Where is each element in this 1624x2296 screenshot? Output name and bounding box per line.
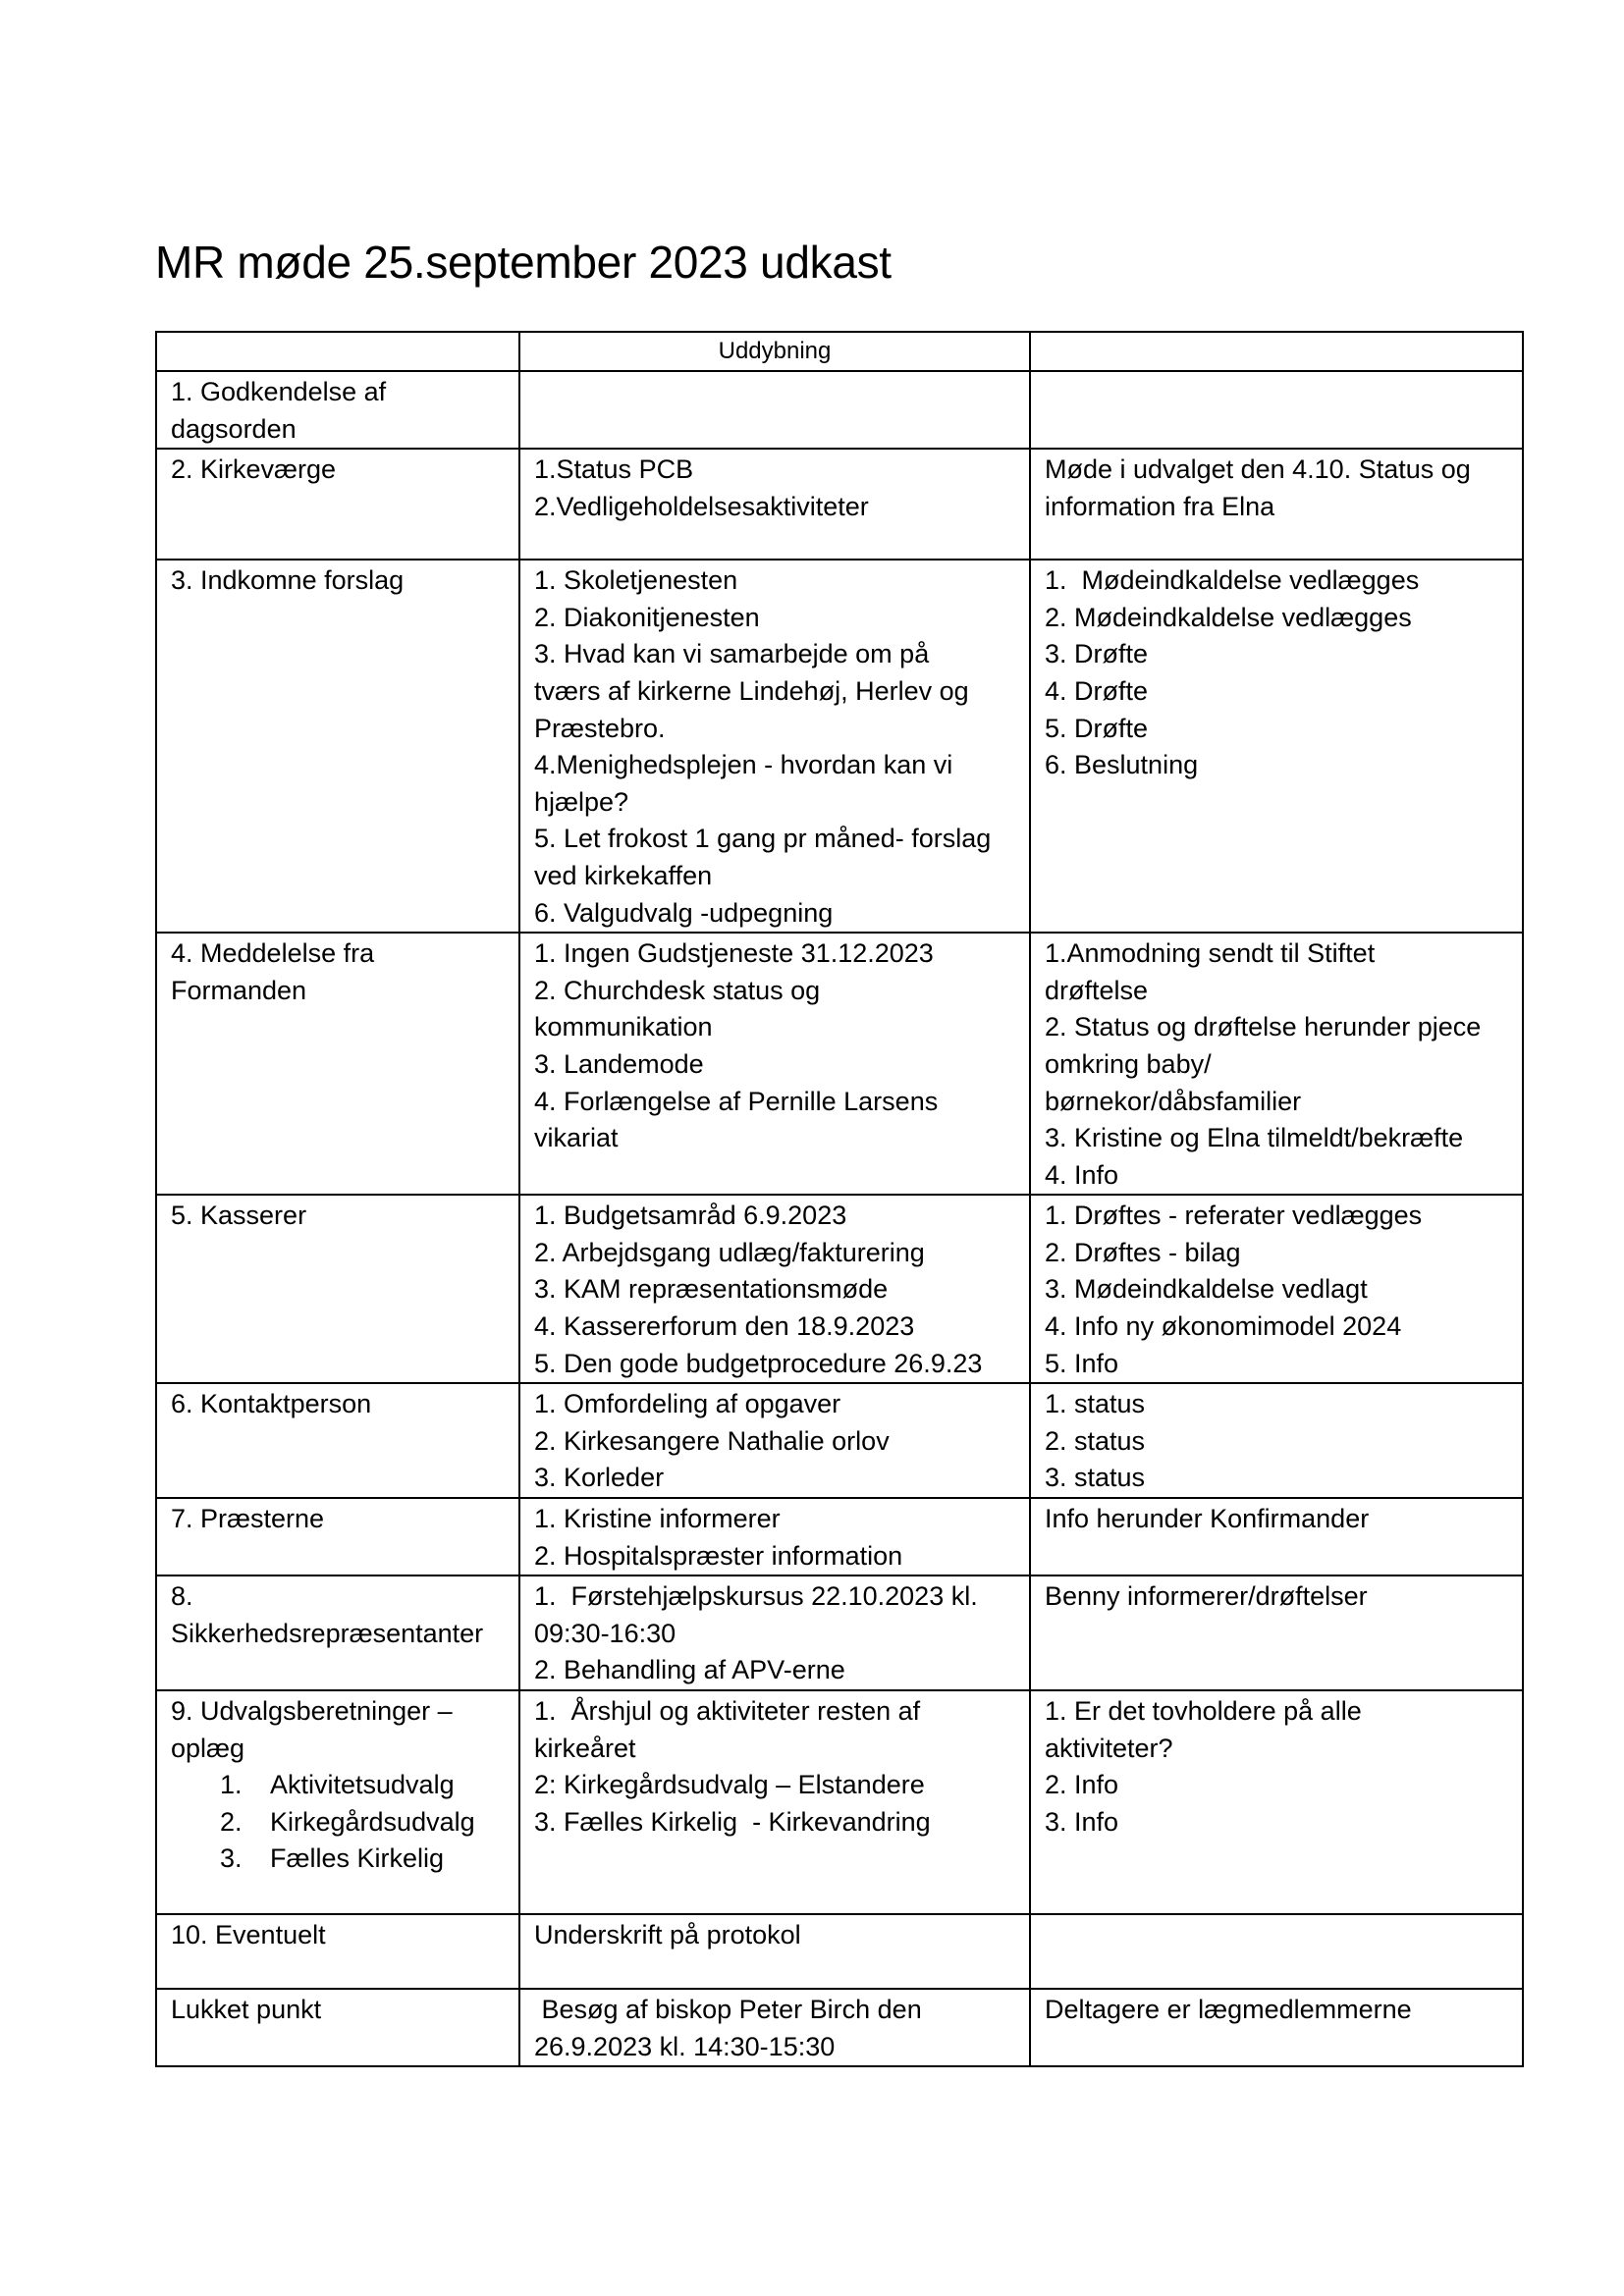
sub-list-text: Fælles Kirkelig — [270, 1843, 445, 1874]
document-title: MR møde 25.september 2023 udkast — [155, 237, 892, 288]
details-cell-line: 2. Behandling af APV-erne — [534, 1655, 845, 1685]
agenda-item-cell-line: dagsorden — [171, 413, 297, 444]
details-cell-line: 3. Korleder — [534, 1463, 665, 1493]
details-cell-line: Underskrift på protokol — [534, 1920, 801, 1949]
notes-cell-line: børnekor/dåbsfamilier — [1045, 1086, 1302, 1116]
sub-list-number: 3. — [220, 1843, 243, 1874]
notes-cell-line: 3. status — [1045, 1463, 1146, 1493]
agenda-item-cell-line: 3. Indkomne forslag — [171, 565, 405, 596]
details-cell-line: kirkeåret — [534, 1733, 636, 1763]
table-row — [156, 1914, 1523, 1989]
details-cell-line: 5. Den gode budgetprocedure 26.9.23 — [534, 1348, 983, 1378]
sub-list-item — [171, 1841, 505, 1878]
details-cell-line: 1. Årshjul og aktiviteter resten af — [534, 1696, 921, 1726]
notes-cell-line: information fra Elna — [1045, 491, 1275, 521]
details-cell — [519, 1914, 1030, 1989]
notes-cell — [1030, 1195, 1523, 1383]
notes-cell-line: aktiviteter? — [1045, 1733, 1173, 1763]
details-cell-line: vikariat — [534, 1123, 619, 1153]
details-cell — [519, 1989, 1030, 2066]
notes-cell — [1030, 1498, 1523, 1575]
details-cell-line: 3. Hvad kan vi samarbejde om på — [534, 639, 930, 669]
notes-cell-line: Møde i udvalget den 4.10. Status og — [1045, 454, 1471, 485]
details-cell-line: 2.Vedligeholdelsesaktiviteter — [534, 491, 869, 521]
agenda-table — [155, 331, 1524, 2067]
agenda-item-cell-line: 8. — [171, 1581, 193, 1612]
agenda-item-cell-line: 6. Kontaktperson — [171, 1389, 372, 1419]
sub-list-item — [171, 1804, 505, 1842]
sub-list-text: Aktivitetsudvalg — [270, 1770, 455, 1800]
sub-list-text: Kirkegårdsudvalg — [270, 1806, 475, 1837]
details-cell-line: 5. Let frokost 1 gang pr måned- forslag — [534, 824, 992, 854]
notes-cell-line: 5. Info — [1045, 1348, 1119, 1378]
agenda-item-cell-line: 4. Meddelelse fra — [171, 938, 375, 969]
notes-cell — [1030, 1575, 1523, 1690]
agenda-item-cell-line: 1. Godkendelse af — [171, 377, 387, 406]
details-cell-line: 2. Kirkesangere Nathalie orlov — [534, 1425, 890, 1456]
details-cell-line: kommunikation — [534, 1012, 713, 1042]
table-row — [156, 1989, 1523, 2066]
header-cell-uddybning: Uddybning — [519, 332, 1030, 371]
details-cell-line: 1. Omfordeling af opgaver — [534, 1389, 841, 1419]
notes-cell-line: 2. Status og drøftelse herunder pjece — [1045, 1012, 1482, 1042]
notes-cell-line: 1. Mødeindkaldelse vedlægges — [1045, 565, 1420, 596]
agenda-item-cell-line: 7. Præsterne — [171, 1504, 325, 1534]
details-cell-line: 1.Status PCB — [534, 454, 694, 485]
notes-cell-line: 2. Info — [1045, 1770, 1119, 1800]
details-cell — [519, 1575, 1030, 1690]
agenda-item-cell — [156, 371, 519, 449]
details-cell-line: 3. Fælles Kirkelig - Kirkevandring — [534, 1806, 931, 1837]
notes-cell — [1030, 1690, 1523, 1914]
agenda-item-cell — [156, 1498, 519, 1575]
details-cell-line: 2. Hospitalspræster information — [534, 1540, 903, 1571]
notes-cell-line: 3. Mødeindkaldelse vedlagt — [1045, 1274, 1368, 1305]
details-cell — [519, 933, 1030, 1195]
table-row — [156, 1575, 1523, 1690]
details-cell-line: 1. Budgetsamråd 6.9.2023 — [534, 1201, 847, 1231]
details-cell-line: 2. Diakonitjenesten — [534, 602, 760, 632]
details-cell-line: 1. Ingen Gudstjeneste 31.12.2023 — [534, 938, 934, 969]
details-cell-line: Besøg af biskop Peter Birch den — [534, 1995, 922, 2024]
details-cell — [519, 1498, 1030, 1575]
agenda-item-cell — [156, 1575, 519, 1690]
notes-cell-line: 2. status — [1045, 1425, 1146, 1456]
details-cell-line: 09:30-16:30 — [534, 1618, 677, 1648]
notes-cell — [1030, 933, 1523, 1195]
notes-cell-line: 4. Drøfte — [1045, 675, 1149, 706]
details-cell-line: 4. Kassererforum den 18.9.2023 — [534, 1311, 915, 1342]
agenda-item-cell — [156, 1914, 519, 1989]
notes-cell — [1030, 1383, 1523, 1498]
notes-cell — [1030, 1989, 1523, 2066]
agenda-item-cell — [156, 560, 519, 933]
agenda-item-cell — [156, 1690, 519, 1914]
notes-cell-line: 4. Info ny økonomimodel 2024 — [1045, 1311, 1402, 1342]
table-row — [156, 1498, 1523, 1575]
agenda-item-cell-line: 2. Kirkeværge — [171, 454, 337, 485]
notes-cell-line: omkring baby/ — [1045, 1048, 1212, 1079]
notes-cell-line: Benny informerer/drøftelser — [1045, 1581, 1368, 1612]
details-cell-line: 1. Skoletjenesten — [534, 565, 738, 596]
details-cell — [519, 1383, 1030, 1498]
notes-cell — [1030, 449, 1523, 560]
details-cell — [519, 560, 1030, 933]
sub-list-item — [171, 1767, 505, 1804]
details-cell-line: 3. KAM repræsentationsmøde — [534, 1274, 889, 1305]
table-row — [156, 933, 1523, 1195]
details-cell-line: tværs af kirkerne Lindehøj, Herlev og — [534, 675, 969, 706]
notes-cell-line: 3. Drøfte — [1045, 639, 1149, 669]
agenda-item-cell-line: Lukket punkt — [171, 1995, 322, 2024]
notes-cell-line: Info herunder Konfirmander — [1045, 1504, 1370, 1534]
details-cell-line: 6. Valgudvalg -udpegning — [534, 897, 834, 928]
details-cell-line: 2: Kirkegårdsudvalg – Elstandere — [534, 1770, 925, 1800]
notes-cell-line: 1. Drøftes - referater vedlægges — [1045, 1201, 1423, 1231]
notes-cell-line: 2. Mødeindkaldelse vedlægges — [1045, 602, 1412, 632]
agenda-item-cell — [156, 1383, 519, 1498]
agenda-item-cell — [156, 1195, 519, 1383]
table-row — [156, 1690, 1523, 1914]
notes-cell — [1030, 1914, 1523, 1989]
header-cell-notes — [1030, 332, 1523, 371]
notes-cell-line: 1. Er det tovholdere på alle — [1045, 1696, 1362, 1726]
agenda-item-cell-line: 9. Udvalgsberetninger – — [171, 1696, 453, 1726]
details-cell-line: 4. Forlængelse af Pernille Larsens — [534, 1086, 939, 1116]
table-row — [156, 1383, 1523, 1498]
notes-cell-line: 3. Kristine og Elna tilmeldt/bekræfte — [1045, 1123, 1464, 1153]
notes-cell-line: 2. Drøftes - bilag — [1045, 1237, 1241, 1267]
details-cell — [519, 1195, 1030, 1383]
notes-cell — [1030, 560, 1523, 933]
details-cell-line: ved kirkekaffen — [534, 860, 713, 890]
sub-list-number: 2. — [220, 1806, 243, 1837]
details-cell-line: 4.Menighedsplejen - hvordan kan vi — [534, 750, 953, 780]
agenda-item-cell-line: oplæg — [171, 1733, 245, 1763]
details-cell-line: 1. Førstehjælpskursus 22.10.2023 kl. — [534, 1581, 978, 1612]
table-row — [156, 371, 1523, 449]
details-cell-line: 1. Kristine informerer — [534, 1504, 781, 1534]
details-cell-line: 3. Landemode — [534, 1048, 704, 1079]
notes-cell-line: 5. Drøfte — [1045, 713, 1149, 743]
agenda-item-cell — [156, 449, 519, 560]
details-cell-line: Præstebro. — [534, 713, 666, 743]
notes-cell-line: 1.Anmodning sendt til Stiftet — [1045, 938, 1376, 969]
details-cell — [519, 449, 1030, 560]
sub-list-number: 1. — [220, 1770, 243, 1800]
notes-cell-line: Deltagere er lægmedlemmerne — [1045, 1995, 1412, 2024]
agenda-item-cell-line: Formanden — [171, 975, 307, 1005]
details-cell — [519, 1690, 1030, 1914]
notes-cell — [1030, 371, 1523, 449]
agenda-item-cell-line: 10. Eventuelt — [171, 1920, 326, 1949]
table-row — [156, 449, 1523, 560]
notes-cell-line: 6. Beslutning — [1045, 750, 1199, 780]
details-cell-line: 26.9.2023 kl. 14:30-15:30 — [534, 2031, 836, 2061]
header-cell-item — [156, 332, 519, 371]
notes-cell-line: 3. Info — [1045, 1806, 1119, 1837]
agenda-item-cell — [156, 1989, 519, 2066]
details-cell-line: 2. Arbejdsgang udlæg/fakturering — [534, 1237, 925, 1267]
table-header-row — [156, 332, 1523, 371]
table-row — [156, 560, 1523, 933]
notes-cell-line: 1. status — [1045, 1389, 1146, 1419]
notes-cell-line: 4. Info — [1045, 1159, 1119, 1190]
agenda-item-cell — [156, 933, 519, 1195]
notes-cell-line: drøftelse — [1045, 975, 1149, 1005]
details-cell-line: 2. Churchdesk status og — [534, 975, 821, 1005]
agenda-item-cell-line: Sikkerhedsrepræsentanter — [171, 1618, 484, 1648]
table-row — [156, 1195, 1523, 1383]
details-cell — [519, 371, 1030, 449]
details-cell-line: hjælpe? — [534, 786, 629, 817]
agenda-item-cell-line: 5. Kasserer — [171, 1201, 307, 1231]
